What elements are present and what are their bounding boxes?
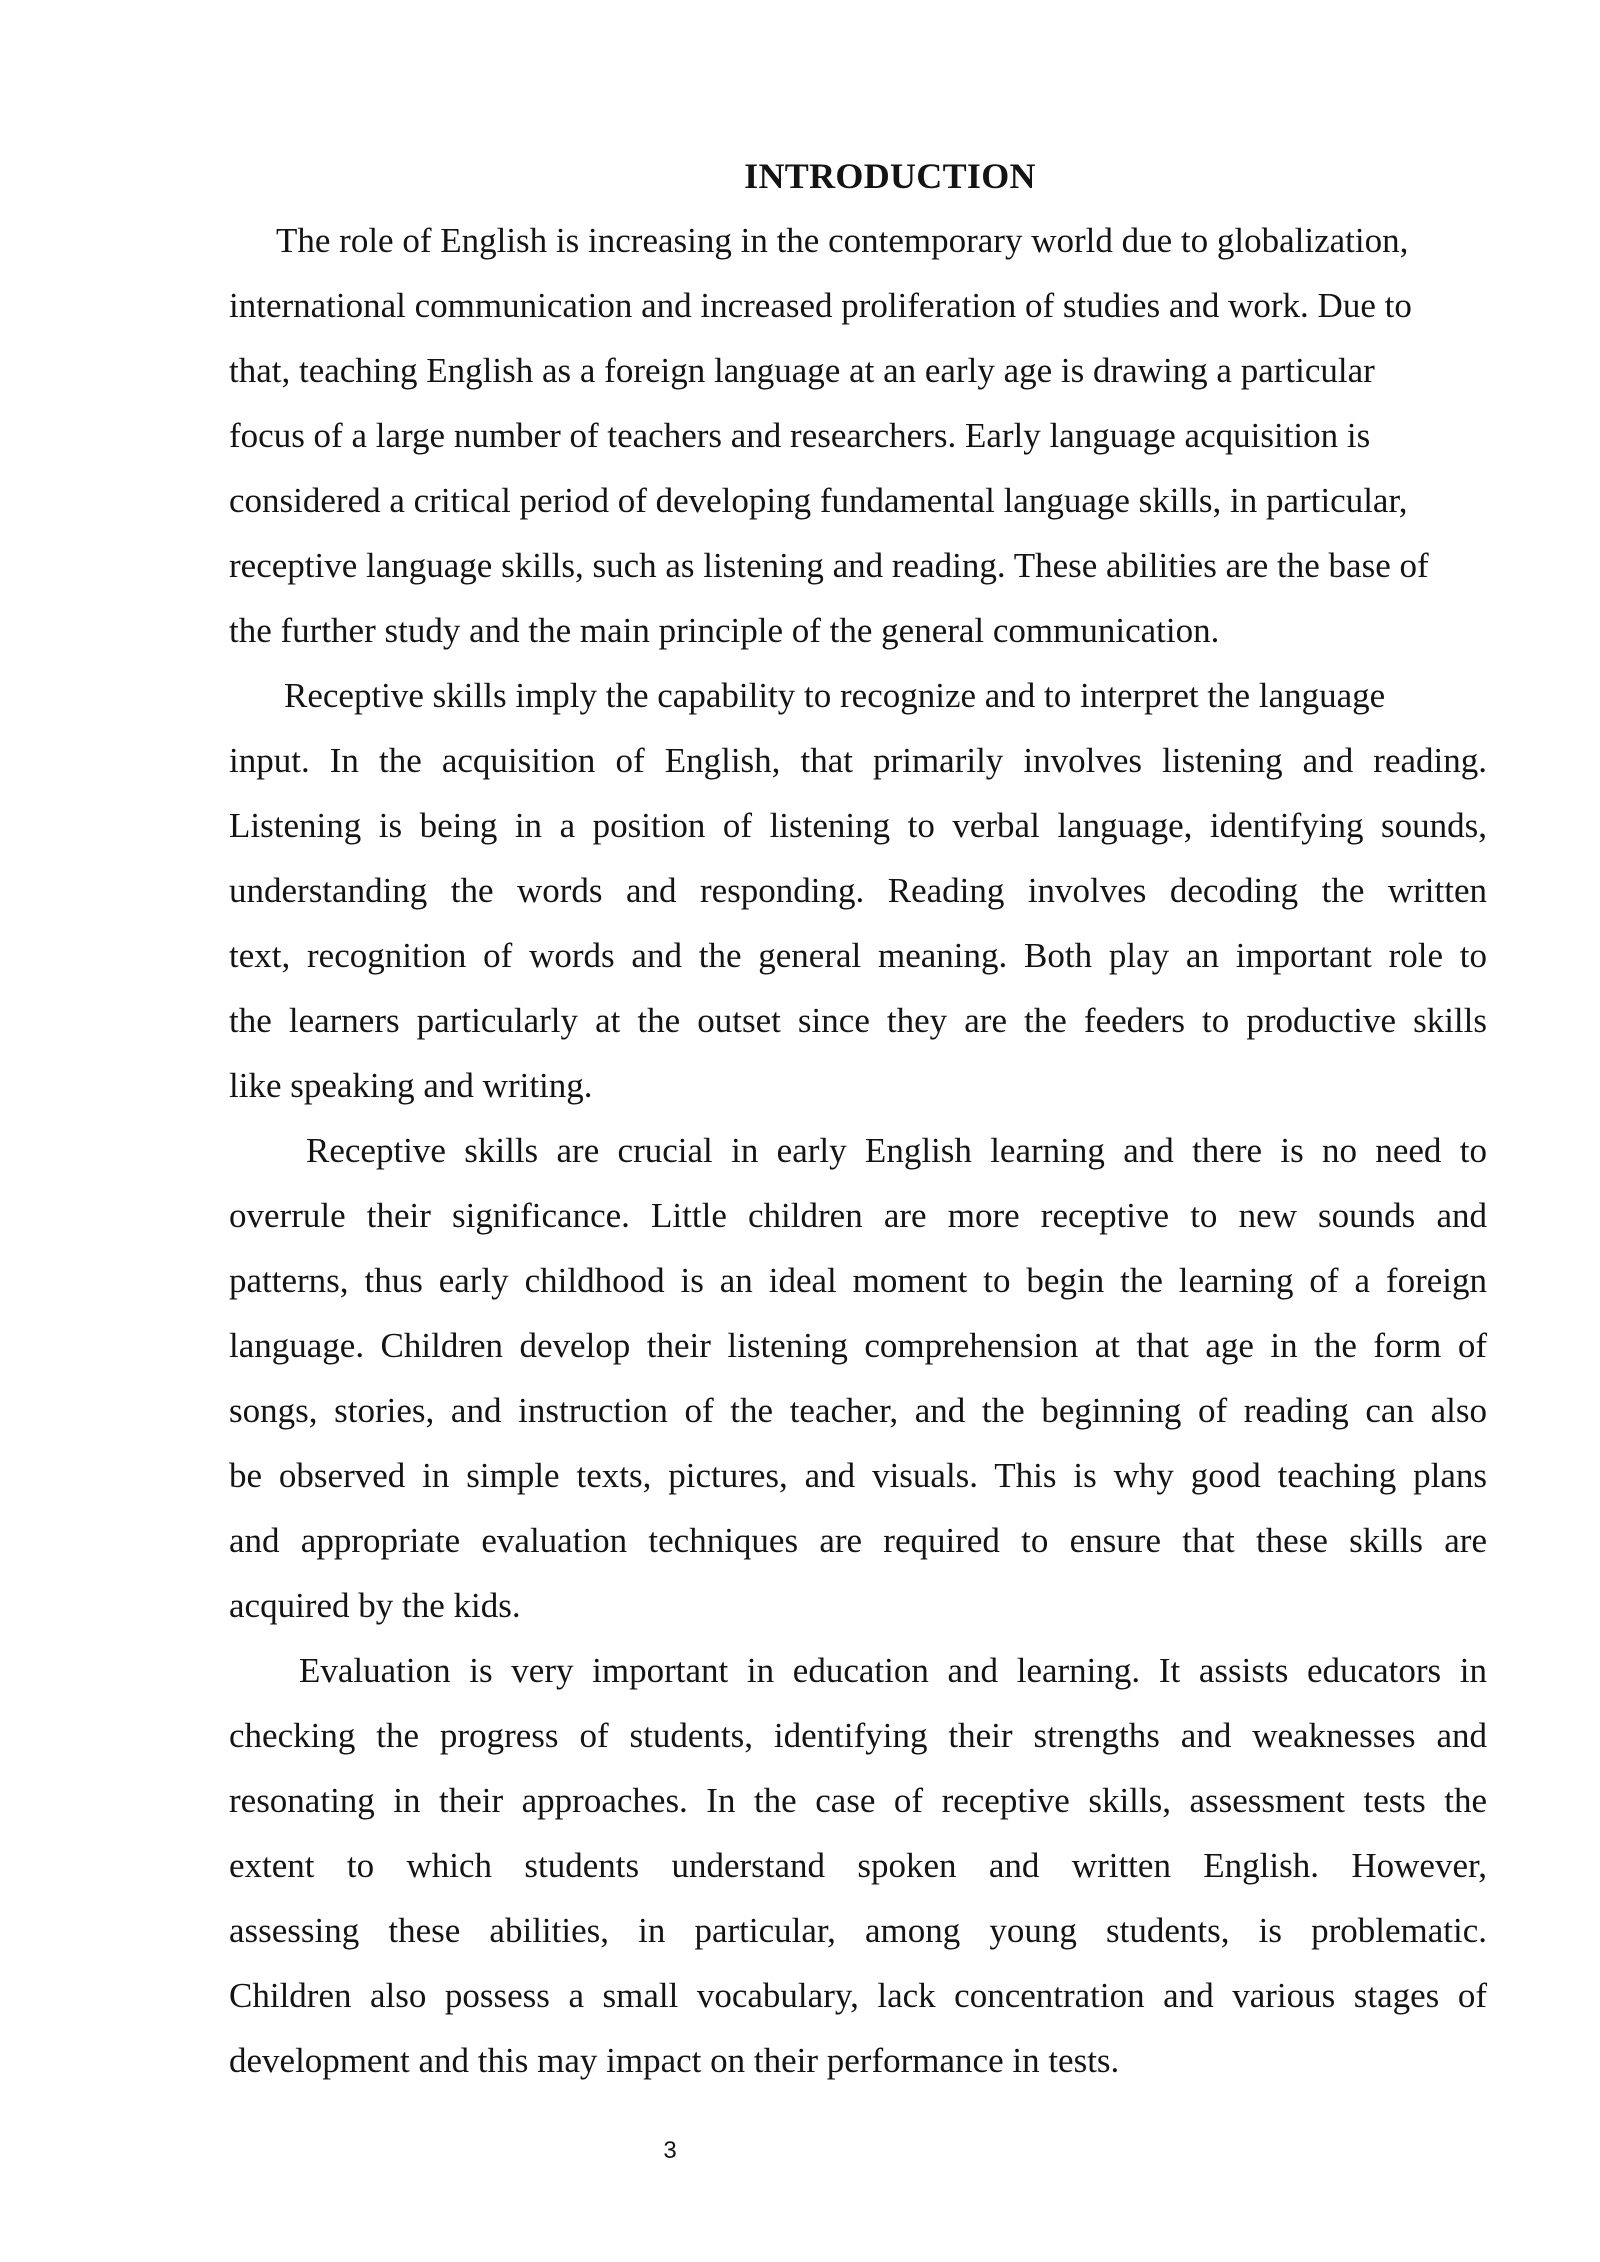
text-line: and appropriate evaluation techniques are required to ensure that these skills are — [229, 1521, 1487, 1560]
text-line: development and this may impact on their performance in tests. — [229, 2041, 1120, 2080]
text-line: receptive language skills, such as listening and reading. These abilities are the base of — [229, 546, 1429, 585]
text-line: Evaluation is very important in education and learning. It assists educators in — [299, 1651, 1487, 1690]
text-line: patterns, thus early childhood is an ideal moment to begin the learning of a foreign — [229, 1261, 1487, 1300]
text-line: extent to which students understand spoken and written English. However, — [229, 1846, 1487, 1885]
paragraph-3 — [229, 1118, 1487, 1638]
text-line: international communication and increased proliferation of studies and work. Due to — [229, 286, 1412, 325]
text-line: the further study and the main principle of the general communication. — [229, 611, 1220, 650]
text-line: acquired by the kids. — [229, 1586, 521, 1625]
paragraph-2 — [229, 663, 1487, 1118]
text-line: like speaking and writing. — [229, 1066, 593, 1105]
text-line: songs, stories, and instruction of the teacher, and the beginning of reading can also — [229, 1391, 1487, 1430]
page-number: 3 — [663, 2137, 677, 2164]
text-line: considered a critical period of developing fundamental language skills, in particular, — [229, 481, 1408, 520]
text-line: resonating in their approaches. In the case of receptive skills, assessment tests the — [229, 1781, 1487, 1820]
text-line: overrule their significance. Little children are more receptive to new sounds and — [229, 1196, 1487, 1235]
text-line: focus of a large number of teachers and researchers. Early language acquisition is — [229, 416, 1371, 455]
paragraph-1 — [229, 208, 1487, 663]
text-line: that, teaching English as a foreign language at an early age is drawing a particular — [229, 351, 1375, 390]
body-text — [229, 208, 1487, 2093]
text-line: text, recognition of words and the general meaning. Both play an important role to — [229, 936, 1487, 975]
text-line: Receptive skills are crucial in early English learning and there is no need to — [306, 1131, 1487, 1170]
text-line: Listening is being in a position of listening to verbal language, identifying sounds, — [229, 806, 1487, 845]
text-line: The role of English is increasing in the contemporary world due to globalization, — [276, 221, 1409, 260]
text-line: input. In the acquisition of English, that primarily involves listening and reading. — [229, 741, 1487, 780]
text-line: Children also possess a small vocabulary, lack concentration and various stages of — [229, 1976, 1487, 2015]
section-heading: INTRODUCTION — [744, 156, 1036, 196]
text-line: be observed in simple texts, pictures, and visuals. This is why good teaching plans — [229, 1456, 1487, 1495]
text-line: assessing these abilities, in particular, among young students, is problematic. — [229, 1911, 1487, 1950]
text-line: understanding the words and responding. Reading involves decoding the written — [229, 871, 1487, 910]
text-line: language. Children develop their listening comprehension at that age in the form of — [229, 1326, 1487, 1365]
text-line: Receptive skills imply the capability to recognize and to interpret the language — [284, 676, 1386, 715]
paragraph-4 — [229, 1638, 1487, 2093]
text-line: the learners particularly at the outset since they are the feeders to productive skills — [229, 1001, 1487, 1040]
text-line: checking the progress of students, identifying their strengths and weaknesses and — [229, 1716, 1487, 1755]
